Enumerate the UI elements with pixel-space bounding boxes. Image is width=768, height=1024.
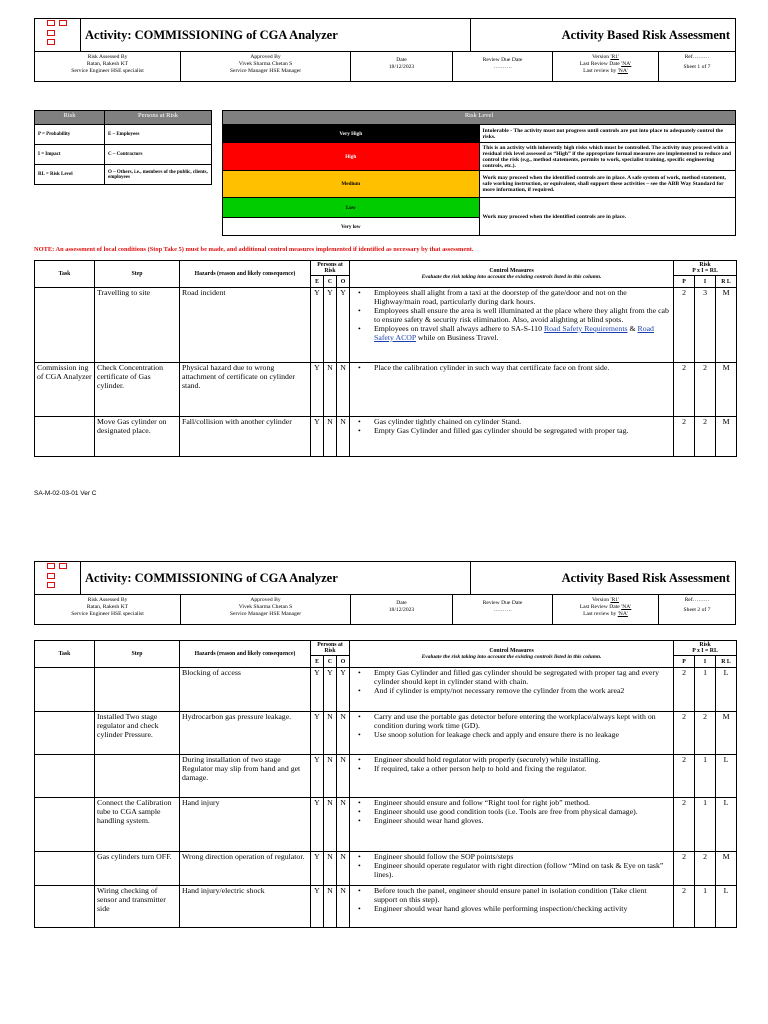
date-value: 18/12/2023 (388, 606, 415, 613)
legend-risk-rl: RL = Risk Level (35, 165, 105, 185)
logo-icon (47, 563, 69, 589)
hazard-cell: Blocking of access (180, 668, 311, 712)
hazard-cell: Hand injury (180, 798, 311, 852)
version-label: Version (591, 597, 610, 603)
sheet-number: Sheet 1 of 7 (683, 63, 711, 70)
list-item (358, 325, 671, 343)
controls-list (352, 713, 671, 740)
persons-c-cell: N (324, 755, 337, 798)
risk-i-cell: 2 (695, 712, 716, 755)
activity-title-2: Activity: COMMISSIONING of CGA Analyzer (81, 562, 471, 595)
task-cell (35, 417, 95, 457)
list-item: • And if cylinder is empty/not necessary remove the cylinder from the work area2 (358, 687, 671, 696)
persons-e-cell: Y (311, 712, 324, 755)
task-cell (35, 755, 95, 798)
review-due-label: Review Due Date (482, 600, 523, 606)
controls-cell (350, 886, 674, 928)
persons-e-cell: Y (311, 852, 324, 886)
list-item: • Engineer should ensure and follow “Right tool for right job” method. (358, 799, 671, 808)
th-controls (350, 261, 674, 288)
legend-header-risk: Risk (35, 111, 105, 125)
activity-title: Activity: COMMISSIONING of CGA Analyzer (81, 19, 471, 52)
last-review-by-value: 'NA' (617, 67, 628, 74)
persons-c-cell: N (324, 417, 337, 457)
risk-i-cell: 1 (695, 755, 716, 798)
table-row (35, 852, 737, 886)
table-row (35, 363, 737, 417)
legend-risk-p: P = Probability (35, 125, 105, 145)
risk-p-cell: 2 (674, 288, 695, 363)
th-task: Task (35, 641, 95, 668)
risk-rl-cell: L (716, 798, 737, 852)
controls-cell (350, 798, 674, 852)
risk-rl-cell: M (716, 288, 737, 363)
controls-cell (350, 712, 674, 755)
company-logo (35, 19, 81, 52)
list-item: • Engineer should wear hand gloves while performing inspection/checking activity (358, 905, 671, 914)
th-risk-sub: P x I = RL (692, 648, 718, 654)
assessed-by-label: Risk Assessed By (87, 54, 128, 60)
hazard-cell: Road incident (180, 288, 311, 363)
road-safety-acop-link[interactable]: Road Safety ACOP (374, 323, 654, 342)
th-risk-title: Risk (699, 262, 711, 268)
hazard-cell: Hand injury/electric shock (180, 886, 311, 928)
version-value: 'R1' (610, 597, 620, 603)
list-item: • Use snoop solution for leakage check and apply and ensure there is no leakage (358, 731, 671, 740)
last-review-by-value: 'NA' (617, 610, 628, 617)
task-cell (35, 712, 95, 755)
last-review-date-value: 'NA' (621, 60, 632, 67)
list-item: • Employees shall alight from a taxi at the doorstep of the gate/door and not on the Highway/main road, particularly during dark hours. (358, 289, 671, 307)
version-value: 'R1' (610, 54, 620, 60)
persons-o-cell: N (337, 417, 350, 457)
review-due-cell-2 (453, 595, 553, 625)
assessment-title-2: Activity Based Risk Assessment (471, 562, 736, 595)
review-due-cell (453, 52, 553, 82)
th-risk-title: Risk (699, 642, 711, 648)
risk-rl-cell: L (716, 668, 737, 712)
list-item: • Engineer should follow the SOP points/steps (358, 853, 671, 862)
task-cell (35, 852, 95, 886)
assessed-by-label: Risk Assessed By (87, 597, 128, 603)
list-item: • Engineer should hold regulator with properly (securely) while installing. (358, 756, 671, 765)
risk-i-cell: 2 (695, 417, 716, 457)
controls-list (352, 756, 671, 774)
controls-cell (350, 288, 674, 363)
list-item: • Employees shall ensure the area is well illuminated at the place where they alight from the cab to ensure safety & security risk elimination. Also, avoid alighting at blind spots. (358, 307, 671, 325)
th-hazards: Hazards (reason and likely consequence) (180, 641, 311, 668)
th-rl: R L (716, 276, 737, 288)
version-cell (553, 52, 659, 82)
risk-level-table (222, 110, 736, 236)
document-code: SA-M-02-03-01 Ver C (34, 490, 97, 497)
last-review-date-value: 'NA' (621, 603, 632, 610)
list-item: • Engineer should wear hand gloves. (358, 817, 671, 826)
legend-persons-e: E – Employees (105, 125, 212, 145)
hazard-cell: Hydrocarbon gas pressure leakage. (180, 712, 311, 755)
persons-c-cell: N (324, 798, 337, 852)
travel-text: & (627, 323, 638, 333)
table-row (35, 886, 737, 928)
risk-p-cell: 2 (674, 886, 695, 928)
list-item: • Empty Gas Cylinder and filled gas cylinder should be segregated with proper tag. (358, 427, 671, 436)
list-item: • Place the calibration cylinder in such way that certificate face on front side. (358, 364, 671, 373)
persons-e-cell: Y (311, 798, 324, 852)
task-cell: Commission ing of CGA Analyzer (35, 363, 95, 417)
page1-header (34, 18, 736, 82)
th-p: P (674, 656, 695, 668)
approved-by-names: Vivek Sharma Chetan S (238, 603, 293, 610)
sheet-number: Sheet 2 of 7 (683, 606, 711, 613)
th-risk-sub: P x I = RL (692, 268, 718, 274)
risk-p-cell: 2 (674, 852, 695, 886)
legend-persons-c: C – Contractors (105, 145, 212, 165)
list-item: • Empty Gas Cylinder and filled gas cylinder should be segregated with proper tag and every cylinder should kept in cylinder stand with chain. (358, 669, 671, 687)
list-item: • Engineer should use good condition tools (i.e. Tools are free from physical damage). (358, 808, 671, 817)
th-i: I (695, 656, 716, 668)
risk-p-cell: 2 (674, 668, 695, 712)
date-cell-2 (351, 595, 453, 625)
task-cell (35, 668, 95, 712)
step-cell: Wiring checking of sensor and transmitter side (95, 886, 180, 928)
review-due-value: ………. (493, 606, 512, 613)
road-safety-requirements-link[interactable]: Road Safety Requirements (543, 323, 628, 333)
list-item: • Before touch the panel, engineer should ensure panel in isolation condition (Take client support on this step). (358, 887, 671, 905)
last-review-date-label: Last Review Date (579, 603, 620, 610)
date-label: Date (396, 57, 407, 63)
step-cell: Check Concentration certificate of Gas cylinder. (95, 363, 180, 417)
stop-take-5-note: NOTE: An assessment of local conditions (Stop Take 5) must be made, and additional control measures implemented if identified as necessary by that assessment. (34, 246, 474, 253)
risk-p-cell: 2 (674, 417, 695, 457)
persons-c-cell: N (324, 852, 337, 886)
th-persons: Persons at Risk (311, 641, 350, 656)
list-item: • Carry and use the portable gas detector before entering the workplace/always kept with on condition during work time (GD). (358, 713, 671, 731)
step-cell: Gas cylinders turn OFF. (95, 852, 180, 886)
assessed-by-names: Ratan, Rakesh KT (86, 60, 129, 67)
travel-text: Employees on travel shall always adhere to SA-S-110 (374, 323, 544, 333)
step-cell (95, 668, 180, 712)
risk-i-cell: 3 (695, 288, 716, 363)
table-row (35, 668, 737, 712)
task-cell (35, 886, 95, 928)
assessment-title: Activity Based Risk Assessment (471, 19, 736, 52)
header2-meta-table (34, 594, 736, 625)
table-row (35, 712, 737, 755)
approved-by-cell (181, 52, 351, 82)
review-due-value: ………. (493, 63, 512, 70)
th-risk (674, 261, 737, 276)
legend-risk-i: I = Impact (35, 145, 105, 165)
table-row (35, 417, 737, 457)
th-controls-title: Control Measures (489, 648, 534, 654)
persons-o-cell: N (337, 852, 350, 886)
controls-cell (350, 417, 674, 457)
controls-list (352, 289, 671, 343)
persons-c-cell: N (324, 886, 337, 928)
very-high-swatch: Very High (223, 125, 480, 143)
persons-e-cell: Y (311, 288, 324, 363)
header2-title-table (34, 561, 736, 595)
assessed-by-names: Ratan, Rakesh KT (86, 603, 129, 610)
logo-icon (47, 20, 69, 46)
medium-desc: Work may proceed when the identified controls are in place. A safe system of work, method statement, safe working instruction, or equivalent, shall support these activities – see the ABB Way Standard for more information, if required. (479, 171, 736, 198)
th-task: Task (35, 261, 95, 288)
high-desc: This is an activity with inherently high risks which must be controlled. The activity may proceed with a residual risk level assessed as “High” if the appropriate formal measures are implemented to reduce and control the risk (e.g., method statements, permits to work, specialist training, specific engineering controls, etc.). (479, 143, 736, 171)
th-e: E (311, 276, 324, 288)
header-meta-table (34, 51, 736, 82)
controls-list (352, 799, 671, 826)
risk-table-2 (34, 640, 737, 928)
date-label: Date (396, 600, 407, 606)
date-value: 18/12/2023 (388, 63, 415, 70)
high-swatch: High (223, 143, 480, 171)
controls-list (352, 887, 671, 914)
step-cell: Installed Two stage regulator and check cylinder Pressure. (95, 712, 180, 755)
th-i: I (695, 276, 716, 288)
risk-rl-cell: M (716, 363, 737, 417)
controls-cell (350, 852, 674, 886)
risk-rl-cell: M (716, 852, 737, 886)
ref-label: Ref……… (684, 54, 710, 60)
hazard-cell: Physical hazard due to wrong attachment of certificate on cylinder stand. (180, 363, 311, 417)
th-rl: R L (716, 656, 737, 668)
list-item: • If required, take a other person help to hold and fixing the regulator. (358, 765, 671, 774)
persons-o-cell: N (337, 712, 350, 755)
persons-o-cell: Y (337, 288, 350, 363)
risk-rl-cell: L (716, 886, 737, 928)
low-swatch: Low (223, 198, 480, 218)
legend-header-persons: Persons at Risk (105, 111, 212, 125)
persons-o-cell: N (337, 363, 350, 417)
risk-p-cell: 2 (674, 798, 695, 852)
approved-by-label: Approved By (250, 54, 281, 60)
persons-e-cell: Y (311, 755, 324, 798)
persons-e-cell: Y (311, 363, 324, 417)
th-hazards: Hazards (reason and likely consequence) (180, 261, 311, 288)
task-cell (35, 798, 95, 852)
list-item: • Gas cylinder tightly chained on cylinder Stand. (358, 418, 671, 427)
last-review-by-label: Last review by (583, 610, 617, 617)
company-logo-2 (35, 562, 81, 595)
step-cell: Travelling to site (95, 288, 180, 363)
risk-i-cell: 2 (695, 852, 716, 886)
controls-cell (350, 668, 674, 712)
travel-text: while on Business Travel. (415, 332, 499, 342)
hazard-cell: Fall/collision with another cylinder (180, 417, 311, 457)
persons-o-cell: Y (337, 668, 350, 712)
hazard-cell: Wrong direction operation of regulator. (180, 852, 311, 886)
risk-legend-table (34, 110, 212, 185)
ref-cell (659, 52, 736, 82)
risk-i-cell: 1 (695, 798, 716, 852)
th-step: Step (95, 261, 180, 288)
step-cell: Connect the Calibration tube to CGA sample handling system. (95, 798, 180, 852)
persons-o-cell: N (337, 798, 350, 852)
persons-o-cell: N (337, 755, 350, 798)
hazard-cell: During installation of two stage Regulator may slip from hand and get damage. (180, 755, 311, 798)
assessed-by-cell-2 (35, 595, 181, 625)
approved-by-names: Vivek Sharma Chetan S (238, 60, 293, 67)
risk-p-cell: 2 (674, 755, 695, 798)
th-e: E (311, 656, 324, 668)
very-high-desc: Intolerable - The activity must not progress until controls are put into place to adequately control the risks. (479, 125, 736, 143)
last-review-by-label: Last review by (583, 67, 617, 74)
risk-table-2-wrap (34, 640, 736, 928)
risk-table-1-wrap (34, 260, 736, 457)
review-due-label: Review Due Date (482, 57, 523, 63)
risk-p-cell: 2 (674, 712, 695, 755)
th-o: O (337, 276, 350, 288)
assessed-by-cell (35, 52, 181, 82)
step-cell (95, 755, 180, 798)
th-c: C (324, 276, 337, 288)
date-cell (351, 52, 453, 82)
risk-rl-cell: M (716, 712, 737, 755)
version-label: Version (591, 54, 610, 60)
ref-label: Ref……… (684, 597, 710, 603)
persons-c-cell: N (324, 363, 337, 417)
th-controls-title: Control Measures (489, 268, 534, 274)
version-cell-2 (553, 595, 659, 625)
th-controls (350, 641, 674, 668)
risk-rl-cell: L (716, 755, 737, 798)
th-p: P (674, 276, 695, 288)
th-step: Step (95, 641, 180, 668)
risk-i-cell: 1 (695, 886, 716, 928)
step-cell: Move Gas cylinder on designated place. (95, 417, 180, 457)
persons-e-cell: Y (311, 886, 324, 928)
low-desc: Work may proceed when the identified controls are in place. (479, 198, 736, 236)
persons-o-cell: N (337, 886, 350, 928)
persons-c-cell: Y (324, 288, 337, 363)
risk-table-1 (34, 260, 737, 457)
approved-by-role: Service Manager HSE Manager (229, 67, 302, 74)
risk-i-cell: 2 (695, 363, 716, 417)
persons-c-cell: N (324, 712, 337, 755)
persons-c-cell: Y (324, 668, 337, 712)
task-cell (35, 288, 95, 363)
th-persons: Persons at Risk (311, 261, 350, 276)
assessed-by-role: Service Engineer HSE specialist (71, 610, 144, 617)
page2-header (34, 561, 736, 625)
th-controls-sub: Evaluate the risk taking into account the existing controls listed in this column. (421, 274, 602, 280)
last-review-date-label: Last Review Date (579, 60, 620, 67)
header-title-table (34, 18, 736, 52)
controls-list (352, 418, 671, 436)
th-risk (674, 641, 737, 656)
controls-list (352, 669, 671, 696)
risk-level-header: Risk Level (223, 111, 736, 125)
table-row (35, 755, 737, 798)
table-row (35, 798, 737, 852)
risk-p-cell: 2 (674, 363, 695, 417)
th-o: O (337, 656, 350, 668)
table-row (35, 288, 737, 363)
controls-list (352, 364, 671, 373)
approved-by-cell-2 (181, 595, 351, 625)
legend-persons-o: O – Others, i.e., members of the public, clients, employees (105, 165, 212, 185)
risk-rl-cell: M (716, 417, 737, 457)
controls-list (352, 853, 671, 880)
th-controls-sub: Evaluate the risk taking into account the existing controls listed in this column. (421, 654, 602, 660)
persons-e-cell: Y (311, 668, 324, 712)
list-item: • Engineer should operate regulator with right direction (follow “Mind on task & Eye on task” lines). (358, 862, 671, 880)
persons-e-cell: Y (311, 417, 324, 457)
th-c: C (324, 656, 337, 668)
approved-by-role: Service Manager HSE Manager (229, 610, 302, 617)
risk-i-cell: 1 (695, 668, 716, 712)
assessed-by-role: Service Engineer HSE specialist (71, 67, 144, 74)
controls-cell (350, 363, 674, 417)
approved-by-label: Approved By (250, 597, 281, 603)
very-low-swatch: Very low (223, 218, 480, 236)
ref-cell-2 (659, 595, 736, 625)
controls-cell (350, 755, 674, 798)
medium-swatch: Medium (223, 171, 480, 198)
